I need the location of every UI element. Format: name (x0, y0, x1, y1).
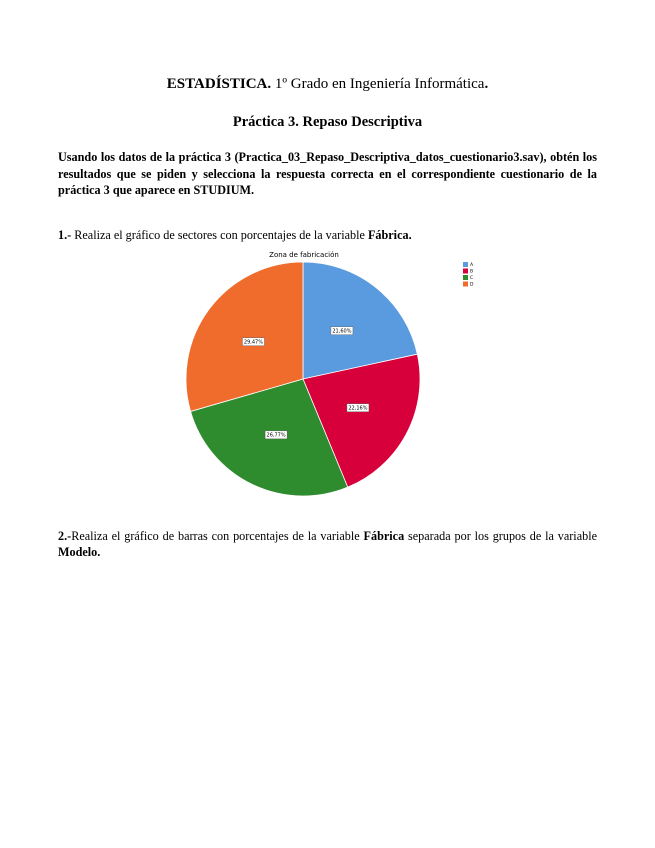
title-rest: 1º Grado en Ingeniería Informática (271, 76, 485, 92)
question-2-bold-a: Fábrica (363, 529, 405, 543)
legend-item-b (463, 269, 473, 275)
question-2-bold-b: Modelo. (58, 545, 101, 559)
chart-title: Zona de fabricación (269, 251, 339, 259)
question-1-number: 1.- (58, 228, 72, 242)
data-label-text: 21,60% (332, 328, 352, 335)
legend-item-d (463, 282, 474, 288)
pie-data-label-c (265, 431, 287, 439)
document-title (0, 76, 655, 93)
pie-chart-svg (150, 246, 490, 502)
pie-slices (186, 262, 420, 496)
intro-paragraph: Usando los datos de la práctica 3 (Practica_03_Repaso_Descriptiva_datos_cuestionario3.sav), obtén los resultados que se piden y selecciona la respuesta correcta en el correspondiente cuestionario de la práctica 3 que aparece en STUDIUM. (58, 150, 597, 197)
legend-label: D (470, 282, 474, 288)
title-end: . (484, 76, 489, 92)
legend-swatch (463, 269, 468, 274)
legend-item-a (463, 262, 474, 268)
legend-label: A (470, 263, 474, 269)
legend-swatch (463, 282, 468, 287)
pie-data-label-b (347, 404, 369, 412)
title-bold: ESTADÍSTICA. (166, 76, 272, 92)
data-label-text: 29,47% (243, 339, 263, 346)
chart-legend (463, 262, 474, 288)
question-1-bold: Fábrica. (367, 228, 412, 242)
question-1 (58, 227, 597, 243)
question-2 (58, 528, 597, 560)
question-2-number: 2.- (58, 529, 72, 543)
data-label-text: 22,16% (348, 405, 368, 412)
question-1-text: Realiza el gráfico de sectores con porcentajes de la variable (71, 228, 368, 242)
pie-data-label-d (242, 338, 264, 346)
legend-swatch (463, 275, 468, 280)
legend-swatch (463, 262, 468, 267)
legend-label: B (470, 269, 474, 275)
pie-chart (150, 246, 490, 502)
data-label-text: 26,77% (266, 432, 286, 439)
document-subtitle: Práctica 3. Repaso Descriptiva (232, 114, 423, 130)
legend-label: C (470, 276, 474, 282)
question-2-text-a: Realiza el gráfico de barras con porcentajes de la variable (71, 529, 364, 543)
legend-item-c (463, 275, 473, 281)
question-2-text-b: separada por los grupos de la variable (404, 529, 597, 543)
pie-data-label-a (331, 327, 353, 335)
